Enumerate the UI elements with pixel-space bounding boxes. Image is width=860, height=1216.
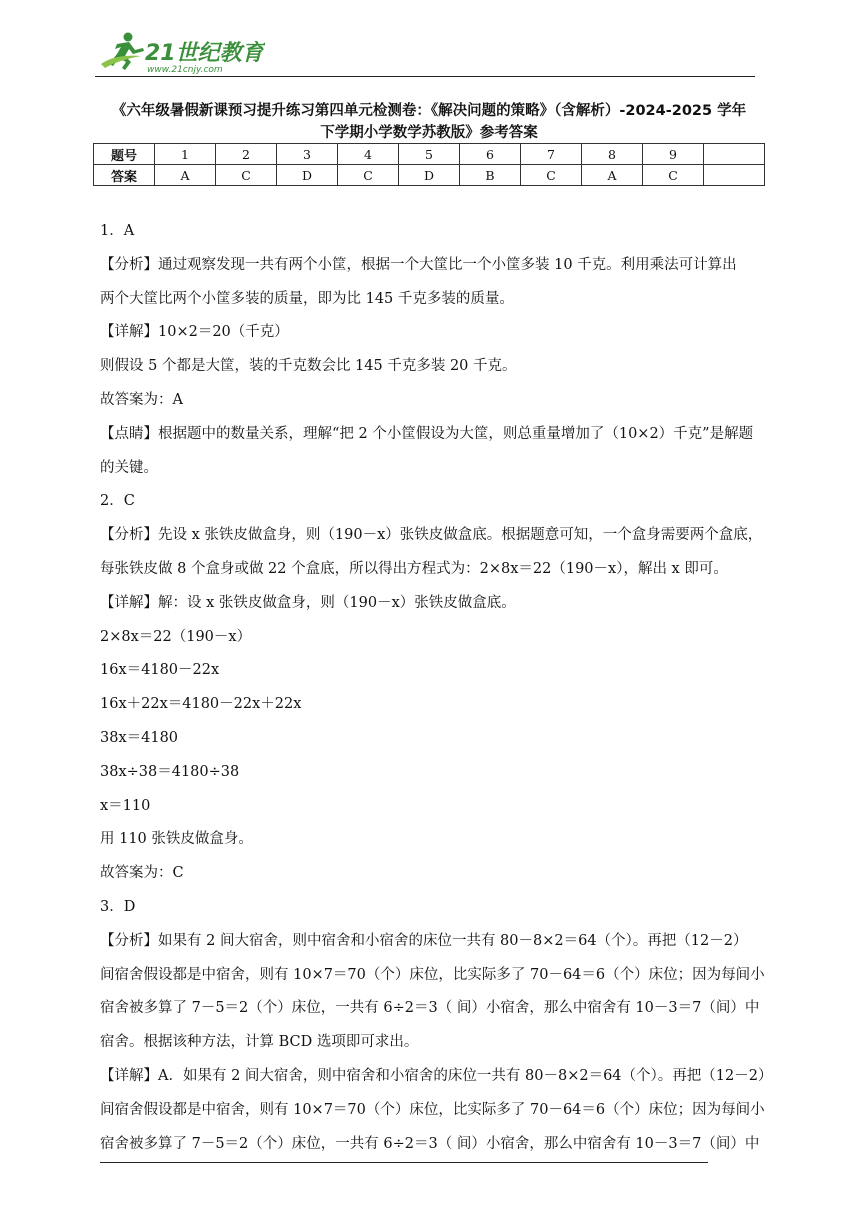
final-answer-text: 故答案为：C	[100, 865, 184, 882]
page-title	[95, 100, 763, 144]
title-line-2: 下学期小学数学苏教版》参考答案	[320, 125, 538, 141]
analysis-text: 间宿舍假设都是中宿舍，则有 10×7＝70（个）床位，比实际多了 70－64＝6（个）床位；因为每间小	[100, 966, 765, 983]
answer-cell: D	[399, 165, 460, 186]
footer-divider	[100, 1162, 708, 1163]
analysis-text: 宿舍。根据该种方法，计算 BCD 选项即可求出。	[100, 1034, 419, 1051]
answer-cell: A	[582, 165, 643, 186]
answer-cell: A	[155, 165, 216, 186]
question-number-cell	[704, 144, 765, 165]
answer-cell: C	[521, 165, 582, 186]
answer-row	[94, 165, 765, 186]
title-line-1: 《六年级暑假新课预习提升练习第四单元检测卷：《解决问题的策略》（含解析）-2024-2025 学年	[111, 103, 747, 119]
question-heading: 2．C	[100, 493, 135, 510]
detail-text: 【详解】解：设 x 张铁皮做盒身，则（190－x）张铁皮做盒底。	[100, 594, 516, 611]
analysis-text: 【分析】通过观察发现一共有两个小筐，根据一个大筐比一个小筐多装 10 千克。利用乘法可计算出	[100, 256, 737, 273]
detail-text: 宿舍被多算了 7－5＝2（个）床位，一共有 6÷2＝3（ 间）小宿舍，那么中宿舍有 10－3＝7（间）中	[100, 1135, 760, 1152]
analysis-text: 【分析】先设 x 张铁皮做盒身，则（190－x）张铁皮做盒底。根据题意可知，一个盒身需要两个盒底，	[100, 527, 763, 544]
comment-text: 【点睛】根据题中的数量关系，理解“把 2 个小筐假设为大筐，则总重量增加了（10×2）千克”是解题	[100, 425, 754, 442]
answer-cell: C	[338, 165, 399, 186]
detail-text: 【详解】10×2＝20（千克）	[100, 324, 289, 341]
analysis-text: 两个大筐比两个小筐多装的质量，即为比 145 千克多装的质量。	[100, 290, 514, 307]
question-number-cell: 7	[521, 144, 582, 165]
logo-url: www.21cnjy.com	[147, 65, 223, 75]
final-answer-text: 故答案为：A	[100, 391, 183, 408]
question-heading: 3．D	[100, 898, 136, 915]
detail-text: 【详解】A．如果有 2 间大宿舍，则中宿舍和小宿舍的床位一共有 80－8×2＝64（个）。再把（12－2）	[100, 1067, 773, 1084]
equation-line: x＝110	[100, 797, 151, 814]
logo-21cnjy	[95, 30, 265, 76]
answer-cell: C	[643, 165, 704, 186]
comment-text: 的关键。	[100, 459, 158, 476]
row-header-answer: 答案	[94, 165, 155, 186]
question-number-row	[94, 144, 765, 165]
question-number-cell: 5	[399, 144, 460, 165]
question-number-cell: 2	[216, 144, 277, 165]
equation-line: 16x＝4180－22x	[100, 662, 220, 679]
question-number-cell: 3	[277, 144, 338, 165]
question-number-cell: 6	[460, 144, 521, 165]
question-heading: 1．A	[100, 223, 135, 239]
answer-cell	[704, 165, 765, 186]
analysis-text: 每张铁皮做 8 个盒身或做 22 个盒底，所以得出方程式为：2×8x＝22（190－x），解出 x 即可。	[100, 560, 728, 577]
answer-cell: D	[277, 165, 338, 186]
detail-text: 间宿舍假设都是中宿舍，则有 10×7＝70（个）床位，比实际多了 70－64＝6（个）床位；因为每间小	[100, 1101, 765, 1118]
logo-wordmark: 21世纪教育	[145, 41, 264, 66]
header-divider	[95, 76, 755, 77]
detail-text: 用 110 张铁皮做盒身。	[100, 831, 253, 848]
answer-cell: C	[216, 165, 277, 186]
question-number-cell: 4	[338, 144, 399, 165]
equation-line: 38x＝4180	[100, 729, 179, 746]
runner-icon	[101, 33, 144, 71]
solution-content	[100, 215, 773, 1161]
equation-line: 38x÷38＝4180÷38	[100, 763, 240, 780]
detail-text: 则假设 5 个都是大筐，装的千克数会比 145 千克多装 20 千克。	[100, 358, 517, 375]
answer-cell: B	[460, 165, 521, 186]
page-header	[95, 30, 755, 78]
question-number-cell: 9	[643, 144, 704, 165]
analysis-text: 宿舍被多算了 7－5＝2（个）床位，一共有 6÷2＝3（ 间）小宿舍，那么中宿舍有 10－3＝7（间）中	[100, 1000, 760, 1017]
equation-line: 16x＋22x＝4180－22x＋22x	[100, 696, 302, 713]
answer-table	[93, 143, 765, 186]
question-number-cell: 8	[582, 144, 643, 165]
analysis-text: 【分析】如果有 2 间大宿舍，则中宿舍和小宿舍的床位一共有 80－8×2＝64（个）。再把（12－2）	[100, 932, 748, 949]
question-number-cell: 1	[155, 144, 216, 165]
equation-line: 2×8x＝22（190－x）	[100, 628, 252, 645]
row-header-question-number: 题号	[94, 144, 155, 165]
